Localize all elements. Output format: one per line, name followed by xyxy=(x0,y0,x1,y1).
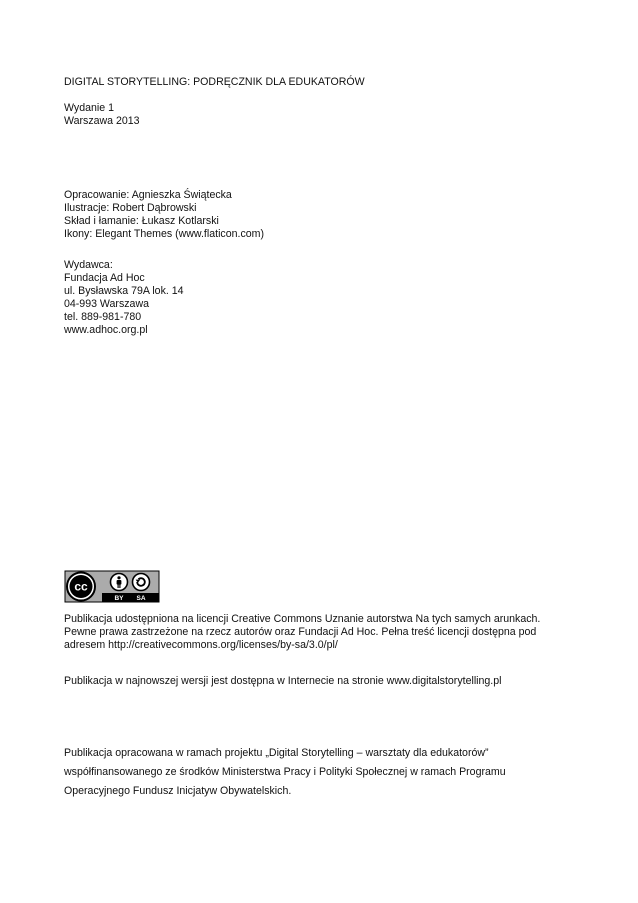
publisher-street: ul. Bysławska 79A lok. 14 xyxy=(64,285,184,297)
publisher-name: Fundacja Ad Hoc xyxy=(64,272,145,284)
attribution-person-icon xyxy=(111,574,128,591)
credit-editor: Opracowanie: Agnieszka Świątecka xyxy=(64,189,232,201)
project-line-1: Publikacja opracowana w ramach projektu „Digital Storytelling – warsztaty dla edukatorów” xyxy=(64,747,489,759)
online-availability-note xyxy=(64,675,598,688)
publisher-block xyxy=(64,259,598,337)
online-note-text: Publikacja w najnowszej wersji jest dostępna w Internecie na stronie www.digitalstorytelling.pl xyxy=(64,675,502,687)
cc-badge-label-strip xyxy=(102,593,159,602)
license-line-1: Publikacja udostępniona na licencji Creative Commons Uznanie autorstwa Na tych samych arunkach. xyxy=(64,613,541,625)
cc-badge-sa-label: SA xyxy=(136,595,146,602)
license-line-3: adresem http://creativecommons.org/licenses/by-sa/3.0/pl/ xyxy=(64,639,338,651)
publisher-heading: Wydawca: xyxy=(64,259,113,271)
edition-number: Wydanie 1 xyxy=(64,102,114,114)
credit-typesetting: Skład i łamanie: Łukasz Kotlarski xyxy=(64,215,219,227)
edition-block xyxy=(64,102,598,128)
project-funding-paragraph xyxy=(64,744,598,801)
cc-badge-by-label: BY xyxy=(114,595,124,602)
cc-by-sa-license-icon xyxy=(64,570,160,603)
credit-icons: Ikony: Elegant Themes (www.flaticon.com) xyxy=(64,228,264,240)
license-line-2: Pewne prawa zastrzeżone na rzecz autorów oraz Fundacji Ad Hoc. Pełna treść licencji dostępna pod xyxy=(64,626,537,638)
book-title: DIGITAL STORYTELLING: PODRĘCZNIK DLA EDUKATORÓW xyxy=(64,76,365,88)
project-line-2: współfinansowanego ze środków Ministerstwa Pracy i Polityki Społecznej w ramach Programu xyxy=(64,766,506,778)
credits-block xyxy=(64,189,598,241)
publisher-postal-city: 04-993 Warszawa xyxy=(64,298,149,310)
project-line-3: Operacyjnego Fundusz Inicjatyw Obywatelskich. xyxy=(64,785,292,797)
credit-illustrations: Ilustracje: Robert Dąbrowski xyxy=(64,202,197,214)
cc-logo-icon xyxy=(67,573,95,601)
book-title-block xyxy=(64,76,598,89)
edition-place-year: Warszawa 2013 xyxy=(64,115,140,127)
publisher-website[interactable]: www.adhoc.org.pl xyxy=(64,324,148,336)
publisher-phone: tel. 889-981-780 xyxy=(64,311,142,323)
cc-logo-text: cc xyxy=(74,579,88,594)
license-paragraph xyxy=(64,613,598,652)
share-alike-icon xyxy=(133,574,150,591)
